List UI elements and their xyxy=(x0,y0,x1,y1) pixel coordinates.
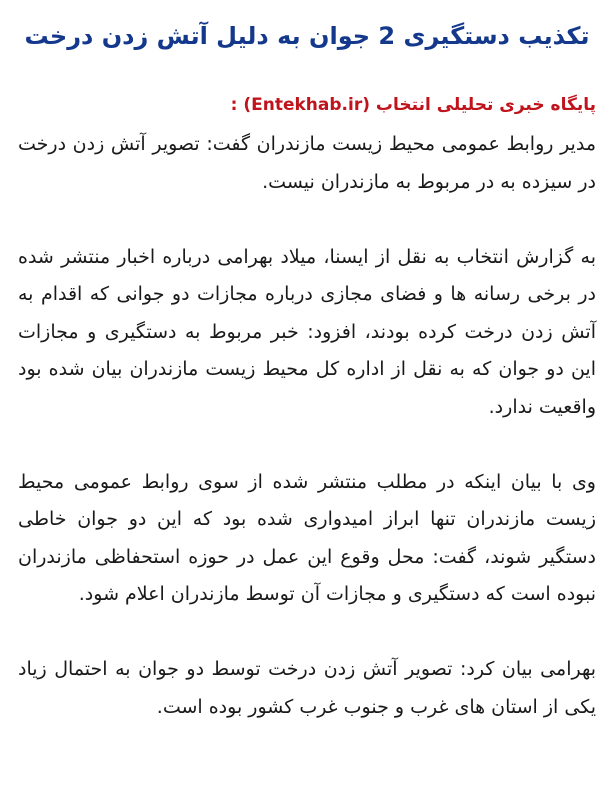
article-paragraph: وی با بیان اینکه در مطلب منتشر شده از سوی روابط عمومی محیط زیست مازندران تنها ابراز امیدواری شده بود که این دو جوان خاطی دستگیر شوند، گفت: محل وقوع این عمل در حوزه استحفاظی مازندران نبوده است که دستگیری و مجازات آن توسط مازندران اعلام شود. xyxy=(18,470,596,605)
article-headline: تکذیب دستگیری 2 جوان به دلیل آتش زدن درخت xyxy=(24,22,590,50)
article-body xyxy=(18,126,596,726)
article-paragraph: به گزارش انتخاب به نقل از ایسنا، میلاد بهرامی درباره اخبار منتشر شده در برخی رسانه ها و فضای مجازی درباره مجازات دو جوانی که اقدام به آتش زدن درخت کرده بودند، افزود: خبر مربوط به دستگیری و مجازات این دو جوان که به نقل از اداره کل محیط زیست مازندران بیان شده بود واقعیت ندارد. xyxy=(18,245,596,418)
article-source: پایگاه خبری تحلیلی انتخاب (Entekhab.ir) : xyxy=(230,95,596,115)
article-paragraph: مدیر روابط عمومی محیط زیست مازندران گفت: تصویر آتش زدن درخت در سیزده به در مربوط به مازندران نیست. xyxy=(18,133,596,193)
article-paragraph: بهرامی بیان کرد: تصویر آتش زدن درخت توسط دو جوان به احتمال زیاد یکی از استان های غرب و جنوب غرب کشور بوده است. xyxy=(18,658,596,718)
